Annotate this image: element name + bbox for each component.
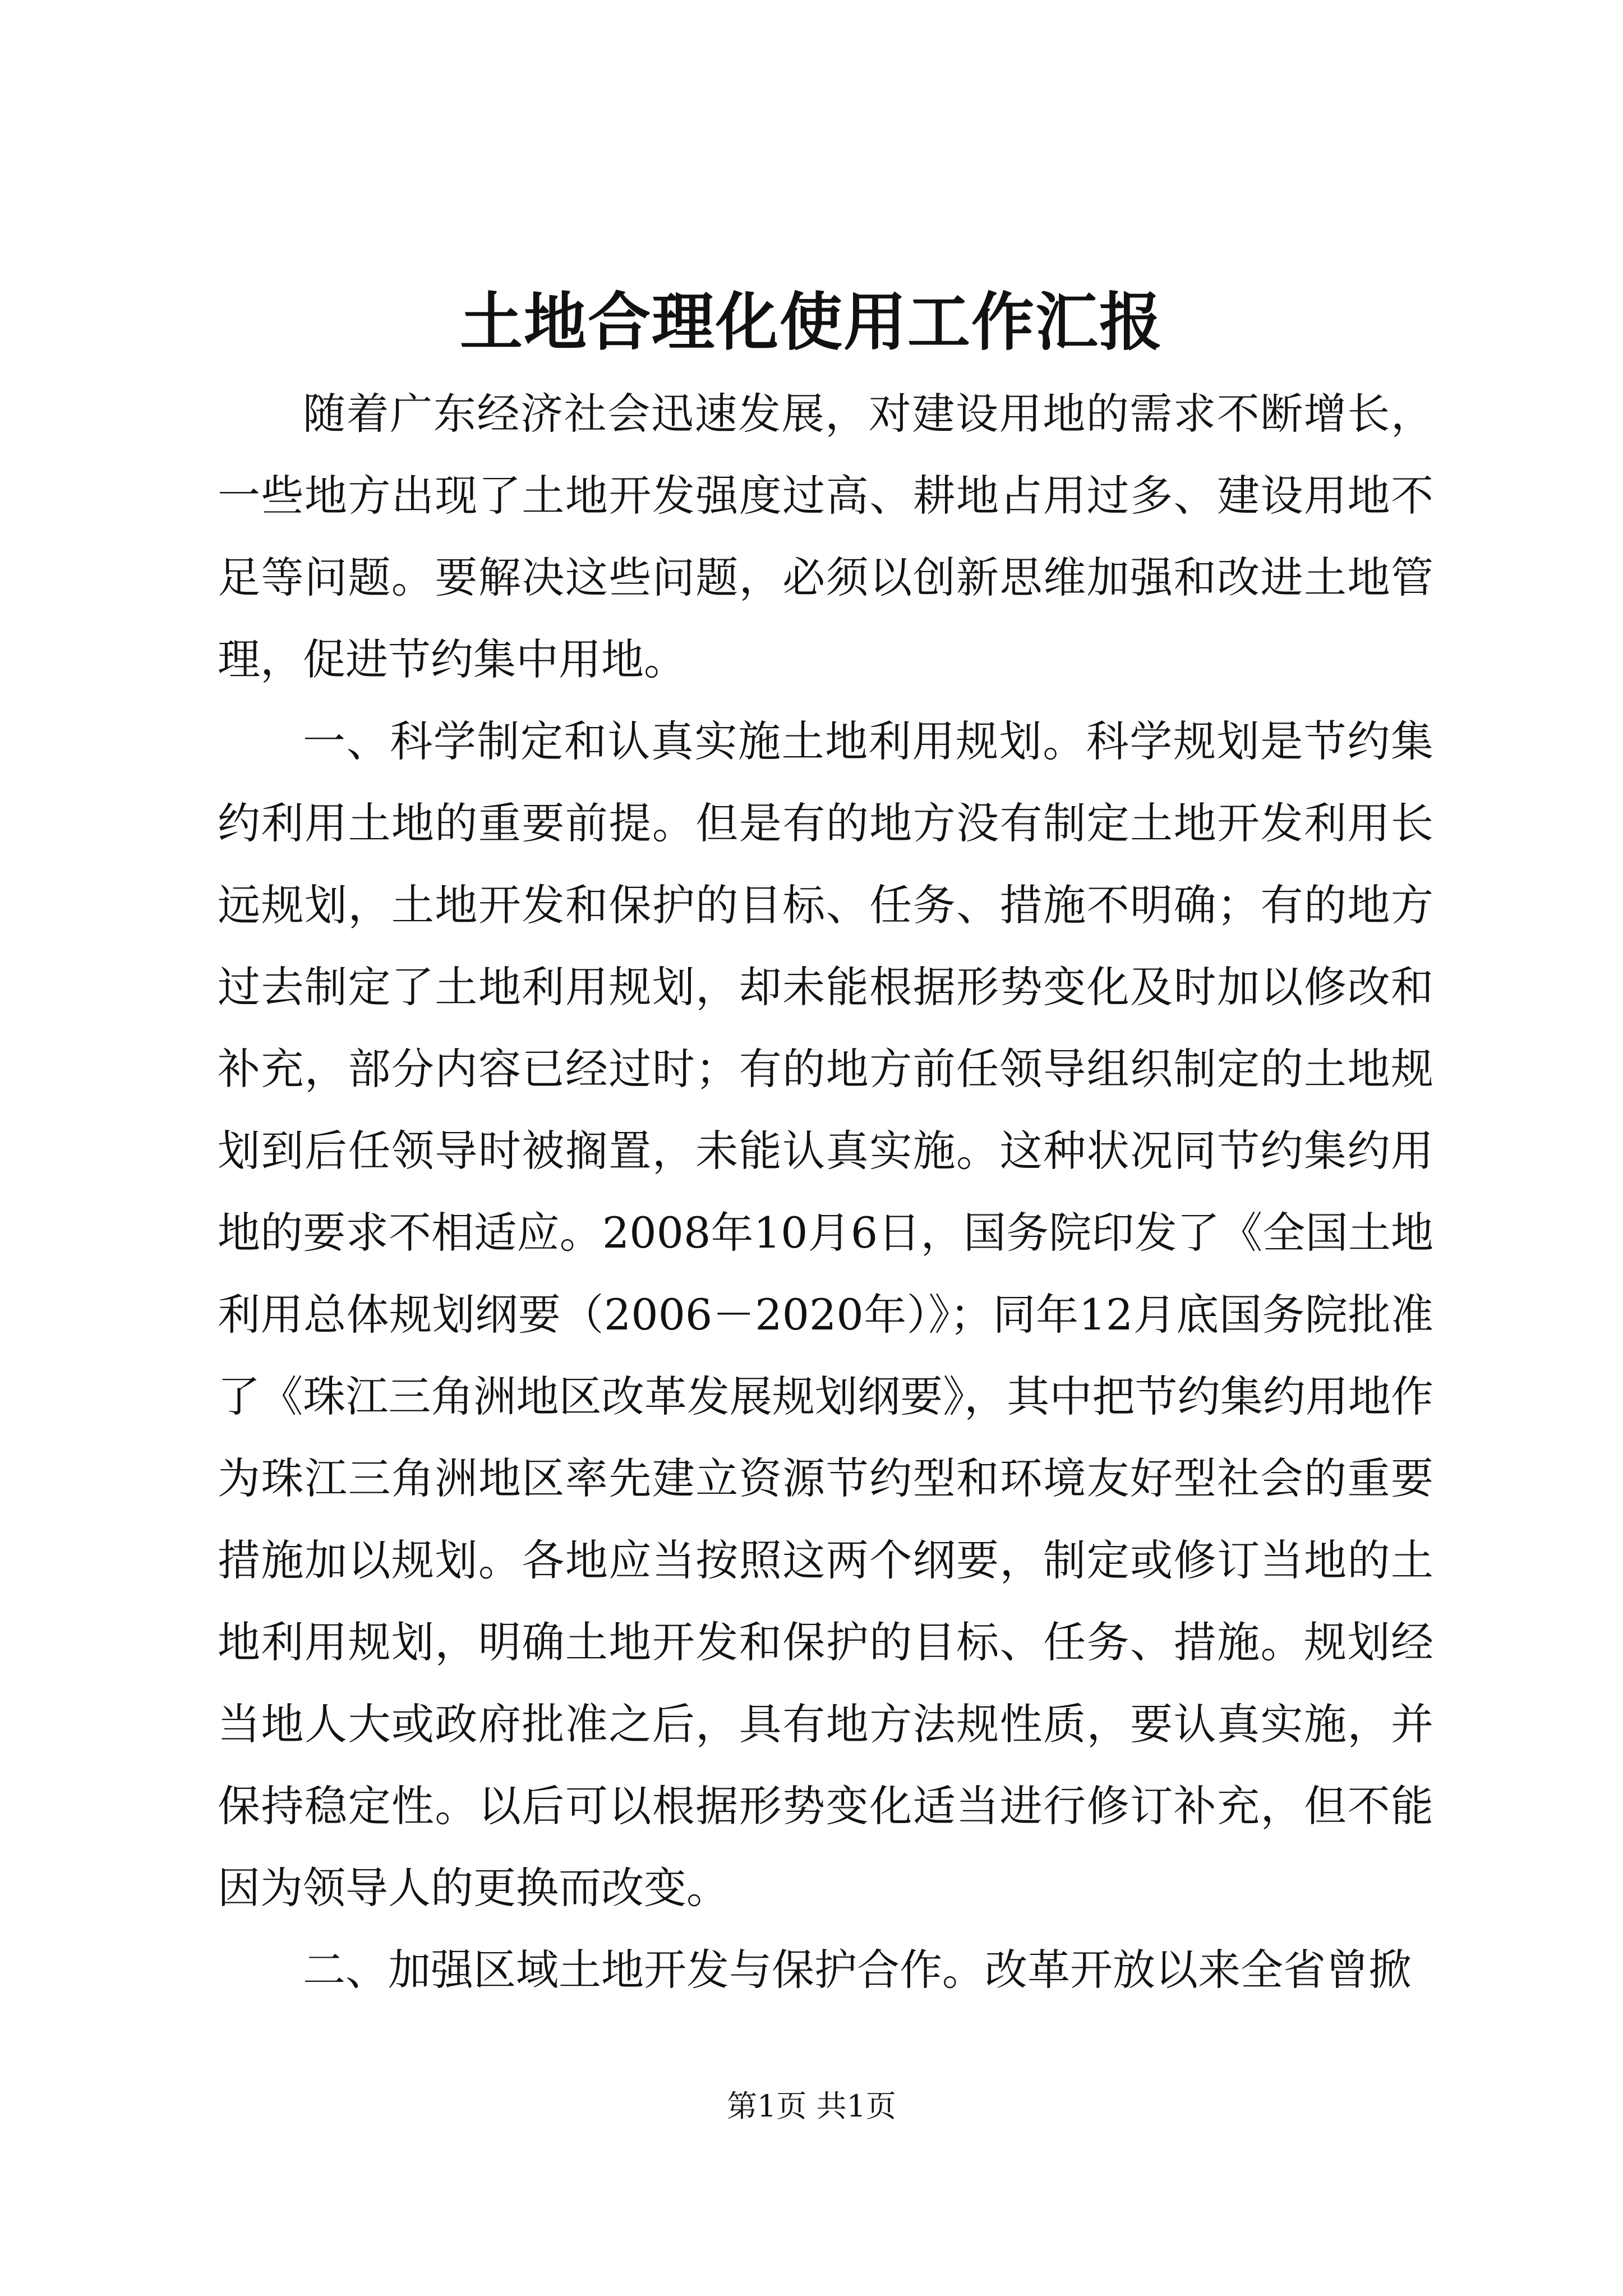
document-body	[218, 373, 1433, 2011]
paragraph-section-2: 二、加强区域土地开发与保护合作。改革开放以来全省曾掀	[303, 1945, 1411, 1995]
document-title: 土地合理化使用工作汇报	[460, 286, 1163, 359]
paragraph-section-1: 一、科学制定和认真实施土地利用规划。科学规划是节约集约利用土地的重要前提。但是有的地方没有制定土地开发利用长远规划，土地开发和保护的目标、任务、措施不明确；有的地方过去制定了土地利用规划，却未能根据形势变化及时加以修改和补充，部分内容已经过时；有的地方前任领导组织制定的土地规划到后任领导时被搁置，未能认真实施。这种状况同节约集约用地的要求不相适应。2008年10月6日，国务院印发了《全国土地利用总体规划纲要（2006－2020年）》；同年12月底国务院批准了《珠江三角洲地区改革发展规划纲要》，其中把节约集约用地作为珠江三角洲地区率先建立资源节约型和环境友好型社会的重要措施加以规划。各地应当按照这两个纲要，制定或修订当地的土地利用规划，明确土地开发和保护的目标、任务、措施。规划经当地人大或政府批准之后，具有地方法规性质，要认真实施，并保持稳定性。以后可以根据形势变化适当进行修订补充，但不能因为领导人的更换而改变。	[218, 716, 1433, 1913]
page-footer: 第1页 共1页	[727, 2088, 896, 2124]
paragraph-intro: 随着广东经济社会迅速发展，对建设用地的需求不断增长，一些地方出现了土地开发强度过高、耕地占用过多、建设用地不足等问题。要解决这些问题，必须以创新思维加强和改进土地管理，促进节约集中用地。	[218, 389, 1433, 684]
